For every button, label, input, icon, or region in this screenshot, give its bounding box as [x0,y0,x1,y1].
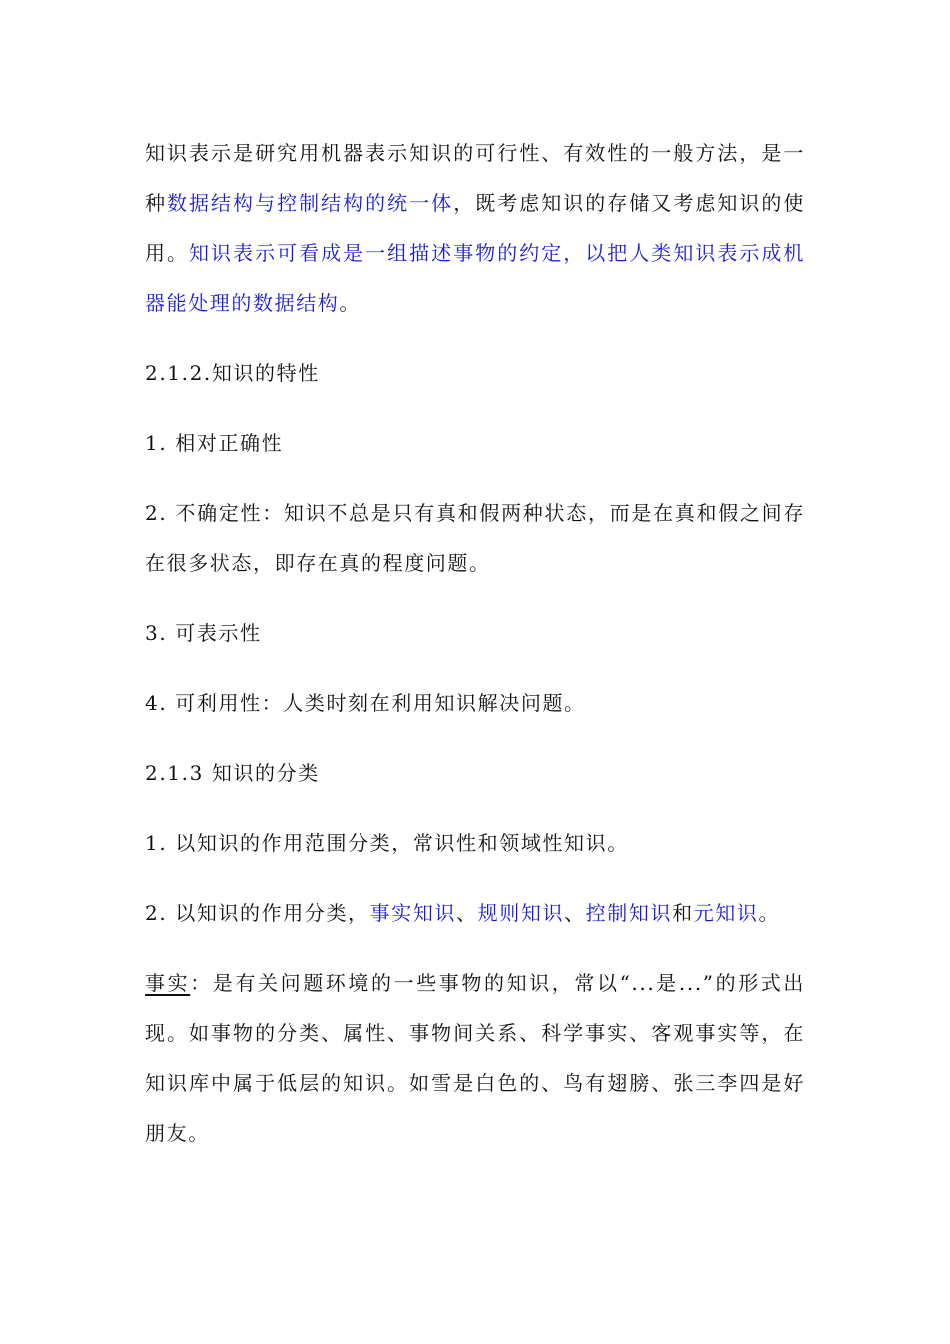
property-item-4: 4. 可利用性：人类时刻在利用知识解决问题。 [145,691,586,715]
separator: 、 [456,901,478,925]
intro-highlight-2: 知识表示可看成是一组描述事物的约定，以把人类知识表示成机器能处理的数据结构 [145,241,805,315]
fact-knowledge-term: 事实知识 [369,901,457,925]
intro-text-2: ，既考虑知识的存储又考虑知识的使用。 [145,191,805,265]
property-item-2: 2. 不确定性：知识不总是只有真和假两种状态，而是在真和假之间存在很多状态，即存在真的程度问题。 [145,501,805,575]
control-knowledge-term: 控制知识 [585,901,673,925]
meta-knowledge-term: 元知识 [693,901,759,925]
category-item-1: 1. 以知识的作用范围分类，常识性和领域性知识。 [145,831,629,855]
rule-knowledge-term: 规则知识 [477,901,565,925]
section-213-heading: 2.1.3 知识的分类 [145,761,320,785]
fact-definition-text: ：是有关问题环境的一些事物的知识，常以“...是...”的形式出现。如事物的分类、属性、事物间关系、科学事实、客观事实等，在知识库中属于低层的知识。如雪是白色的、鸟有翅膀、张三李四是好朋友。 [145,971,805,1145]
intro-paragraph [145,128,805,328]
intro-highlight-1: 数据结构与控制结构的统一体 [167,191,454,215]
period: 。 [758,901,781,925]
fact-term: 事实 [145,971,191,995]
document-page [145,128,805,1158]
fact-definition-paragraph [145,958,805,1158]
separator: 、 [564,901,586,925]
property-item-1: 1. 相对正确性 [145,431,284,455]
intro-text-3: 。 [339,291,362,315]
category-item-2 [145,888,805,938]
category-item-2-text: 2. 以知识的作用分类， [145,901,370,925]
section-212-heading: 2.1.2.知识的特性 [145,361,320,385]
conjunction: 和 [672,901,694,925]
intro-text-1: 知识表示是研究用机器表示知识的可行性、有效性的一般方法，是一种 [145,141,805,215]
property-item-3: 3. 可表示性 [145,621,262,645]
